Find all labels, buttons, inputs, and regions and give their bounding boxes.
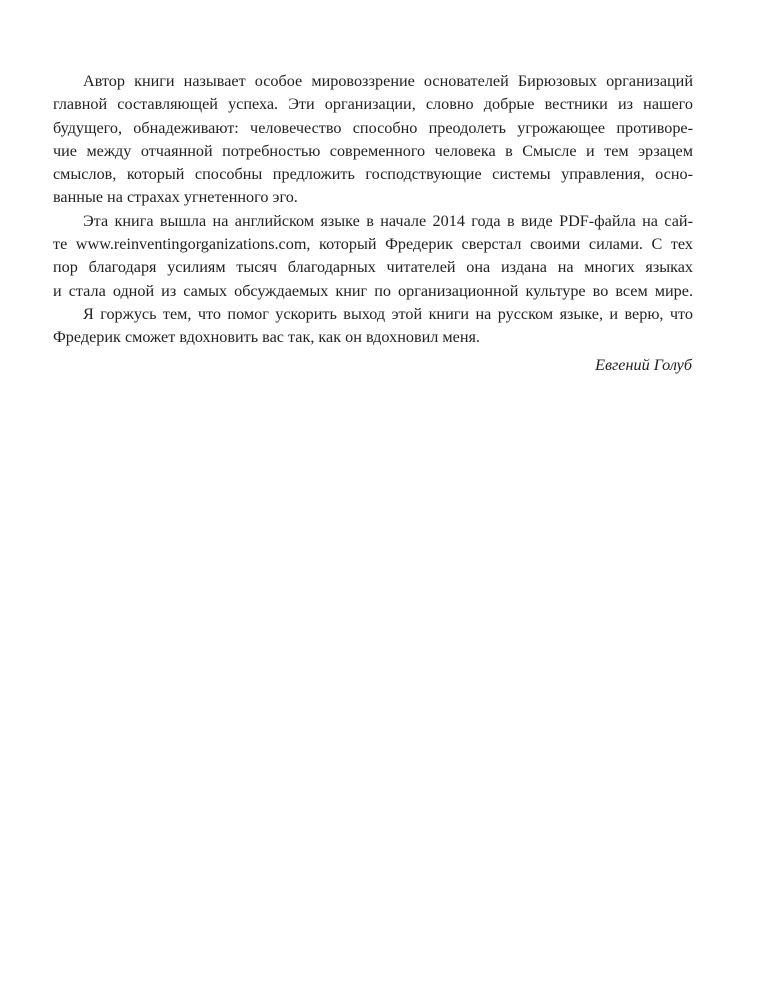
text-line: смыслов, который способны предложить господствующие системы управления, осно- xyxy=(53,165,693,184)
text-line: Эта книга вышла на английском языке в начале 2014 года в виде PDF-файла на сай- xyxy=(83,211,693,230)
text-line: пор благодаря усилиям тысяч благодарных читателей она издана на многих языках xyxy=(53,258,693,277)
body-text xyxy=(53,70,693,350)
author-signature: Евгений Голуб xyxy=(595,356,692,374)
text-line: ванные на страхах угнетенного эго. xyxy=(53,188,298,207)
text-line: главной составляющей успеха. Эти организации, словно добрые вестники из нашего xyxy=(53,95,693,114)
paragraph-3 xyxy=(53,303,693,350)
text-line: те www.reinventingorganizations.com, который Фредерик сверстал своими силами. С тех xyxy=(53,235,693,254)
text-line: Фредерик сможет вдохновить вас так, как он вдохновил меня. xyxy=(53,328,480,347)
text-line: чие между отчаянной потребностью современного человека в Смысле и тем эрзацем xyxy=(53,141,693,160)
text-line: Я горжусь тем, что помог ускорить выход этой книги на русском языке, и верю, что xyxy=(83,304,693,323)
text-line: Автор книги называет особое мировоззрение основателей Бирюзовых организаций xyxy=(83,72,693,90)
text-line: и стала одной из самых обсуждаемых книг по организационной культуре во всем мире. xyxy=(53,281,693,300)
paragraph-2 xyxy=(53,210,693,303)
text-line: будущего, обнадеживают: человечество способно преодолеть угрожающее противоре- xyxy=(53,118,693,137)
paragraph-1 xyxy=(53,70,693,210)
